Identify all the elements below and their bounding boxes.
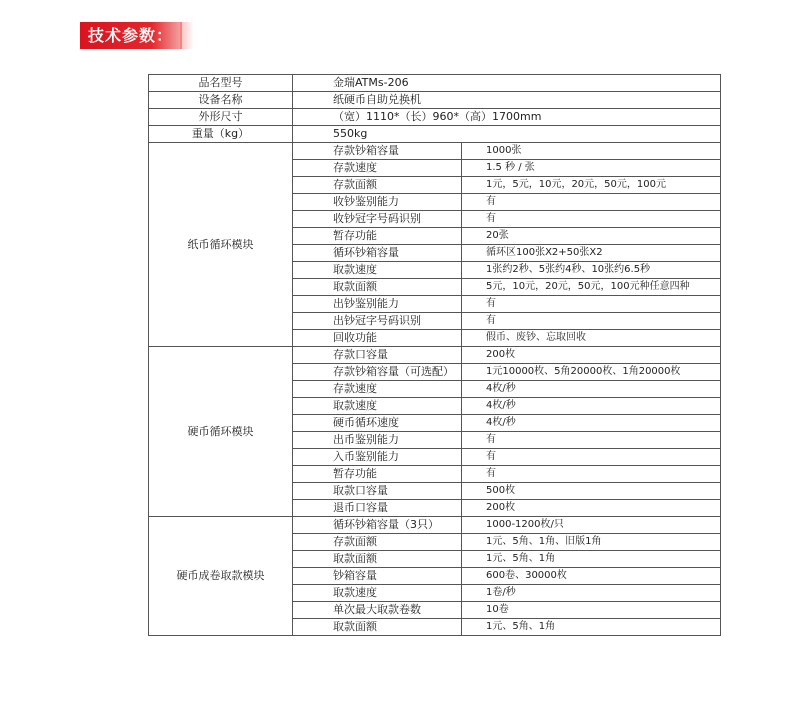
basic-value: 550kg bbox=[293, 126, 721, 143]
param-value: 200枚 bbox=[462, 500, 721, 517]
param-value: 600卷、30000枚 bbox=[462, 568, 721, 585]
param-name: 循环钞箱容量 bbox=[293, 245, 462, 262]
param-value: 5元，10元，20元，50元，100元种任意四种 bbox=[462, 279, 721, 296]
param-value: 500枚 bbox=[462, 483, 721, 500]
param-value: 1.5 秒 / 张 bbox=[462, 160, 721, 177]
basic-row bbox=[149, 92, 721, 109]
param-value: 有 bbox=[462, 194, 721, 211]
param-name: 出钞鉴别能力 bbox=[293, 296, 462, 313]
section-header bbox=[80, 22, 192, 49]
param-name: 循环钞箱容量（3只） bbox=[293, 517, 462, 534]
basic-label: 设备名称 bbox=[149, 92, 293, 109]
param-value: 1元、5角、1角、旧版1角 bbox=[462, 534, 721, 551]
param-value: 4枚/秒 bbox=[462, 381, 721, 398]
param-name: 存款面额 bbox=[293, 534, 462, 551]
param-name: 存款钞箱容量 bbox=[293, 143, 462, 160]
param-value: 循环区100张X2+50张X2 bbox=[462, 245, 721, 262]
param-value: 1张约2秒、5张约4秒、10张约6.5秒 bbox=[462, 262, 721, 279]
module-name: 硬币循环模块 bbox=[149, 347, 293, 517]
basic-value: 纸硬币自助兑换机 bbox=[293, 92, 721, 109]
spec-table-body bbox=[149, 75, 721, 636]
param-value: 1000张 bbox=[462, 143, 721, 160]
param-name: 暂存功能 bbox=[293, 466, 462, 483]
param-name: 取款面额 bbox=[293, 279, 462, 296]
param-value: 4枚/秒 bbox=[462, 398, 721, 415]
param-name: 取款速度 bbox=[293, 585, 462, 602]
param-name: 存款口容量 bbox=[293, 347, 462, 364]
param-value: 1元、5角、1角 bbox=[462, 551, 721, 568]
param-value: 有 bbox=[462, 466, 721, 483]
param-name: 收钞冠字号码识别 bbox=[293, 211, 462, 228]
param-value: 有 bbox=[462, 432, 721, 449]
param-name: 退币口容量 bbox=[293, 500, 462, 517]
param-name: 钞箱容量 bbox=[293, 568, 462, 585]
param-name: 存款钞箱容量（可选配） bbox=[293, 364, 462, 381]
basic-row bbox=[149, 109, 721, 126]
module-row bbox=[149, 517, 721, 534]
param-name: 取款速度 bbox=[293, 262, 462, 279]
param-name: 单次最大取款卷数 bbox=[293, 602, 462, 619]
param-name: 存款速度 bbox=[293, 381, 462, 398]
param-value: 1元、5角、1角 bbox=[462, 619, 721, 636]
module-name: 硬币成卷取款模块 bbox=[149, 517, 293, 636]
param-value: 1元10000枚、5角20000枚、1角20000枚 bbox=[462, 364, 721, 381]
param-value: 假币、废钞、忘取回收 bbox=[462, 330, 721, 347]
param-value: 有 bbox=[462, 296, 721, 313]
basic-label: 品名型号 bbox=[149, 75, 293, 92]
param-value: 200枚 bbox=[462, 347, 721, 364]
spec-table bbox=[148, 74, 721, 636]
param-name: 出钞冠字号码识别 bbox=[293, 313, 462, 330]
module-name: 纸币循环模块 bbox=[149, 143, 293, 347]
param-value: 1卷/秒 bbox=[462, 585, 721, 602]
param-value: 4枚/秒 bbox=[462, 415, 721, 432]
param-name: 入币鉴别能力 bbox=[293, 449, 462, 466]
basic-row bbox=[149, 75, 721, 92]
module-row bbox=[149, 347, 721, 364]
param-name: 硬币循环速度 bbox=[293, 415, 462, 432]
param-name: 取款面额 bbox=[293, 551, 462, 568]
section-title: 技术参数： bbox=[80, 22, 182, 49]
param-value: 有 bbox=[462, 313, 721, 330]
basic-label: 外形尺寸 bbox=[149, 109, 293, 126]
param-name: 存款面额 bbox=[293, 177, 462, 194]
param-name: 暂存功能 bbox=[293, 228, 462, 245]
param-name: 出币鉴别能力 bbox=[293, 432, 462, 449]
param-value: 有 bbox=[462, 211, 721, 228]
param-value: 10卷 bbox=[462, 602, 721, 619]
module-row bbox=[149, 143, 721, 160]
param-name: 收钞鉴别能力 bbox=[293, 194, 462, 211]
basic-value: 金瑞ATMs-206 bbox=[293, 75, 721, 92]
param-value: 20张 bbox=[462, 228, 721, 245]
title-fade-decoration bbox=[180, 22, 194, 49]
param-name: 取款面额 bbox=[293, 619, 462, 636]
basic-value: （宽）1110*（长）960*（高）1700mm bbox=[293, 109, 721, 126]
param-value: 有 bbox=[462, 449, 721, 466]
basic-label: 重量（kg） bbox=[149, 126, 293, 143]
param-name: 存款速度 bbox=[293, 160, 462, 177]
basic-row bbox=[149, 126, 721, 143]
param-value: 1元，5元，10元，20元，50元，100元 bbox=[462, 177, 721, 194]
param-value: 1000-1200枚/只 bbox=[462, 517, 721, 534]
param-name: 取款口容量 bbox=[293, 483, 462, 500]
param-name: 回收功能 bbox=[293, 330, 462, 347]
param-name: 取款速度 bbox=[293, 398, 462, 415]
